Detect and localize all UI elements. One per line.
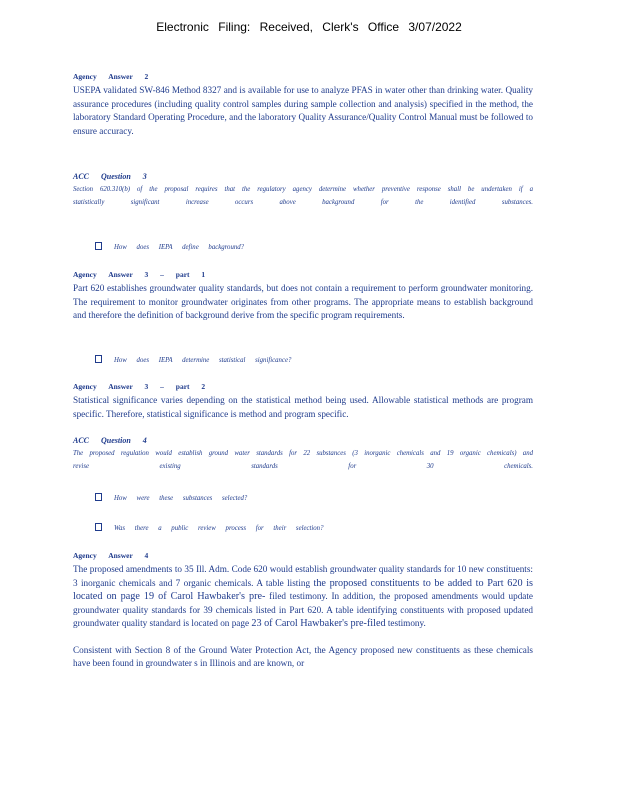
filing-header: Electronic Filing: Received, Clerk's Office 3/07/2022 [156, 20, 462, 34]
bullet-text: How does IEPA define background? [114, 244, 245, 251]
question-text: The proposed regulation would establish ground water standards for 22 substances (3 inorganic chemicals and 19 organic chemicals) and revise existing standards for 30 chemicals. [73, 450, 533, 470]
bullet-text: How does IEPA determine statistical significance? [114, 357, 292, 364]
checkbox-glyph-icon [95, 242, 102, 250]
answer-text-part: 23 of Carol Hawbaker's pre-filed [251, 618, 386, 629]
acc-question-3 [73, 172, 533, 209]
agency-answer-2 [73, 72, 533, 138]
bullet-text: Was there a public review process for their selection? [114, 525, 324, 532]
question-label: ACC Question 4 [73, 436, 147, 445]
answer-text [73, 563, 533, 631]
checkbox-glyph-icon [95, 493, 102, 501]
answer-label: Agency Answer 4 [73, 551, 149, 560]
answer-label: Agency Answer 3 – part 1 [73, 270, 206, 279]
acc-question-4 [73, 436, 533, 473]
bullet-item [73, 242, 533, 251]
question-label: ACC Question 3 [73, 172, 147, 181]
bullet-item [73, 355, 533, 364]
answer-text: Statistical significance varies depending on the statistical method being used. Allowable statistical methods are program specific. Therefore, statistical significance is method and program specific. [73, 395, 533, 419]
bullet-item [73, 523, 533, 532]
answer-label: Agency Answer 2 [73, 72, 149, 81]
question-text: Section 620.310(b) of the proposal requires that the regulatory agency determine whether preventive response shall be undertaken if a statistically significant increase occurs above background for the identified substances. [73, 186, 533, 206]
answer-text-part: the proposed constituents to be added to Part 620 is located on page 19 of Carol Hawbaker's pre- [73, 577, 533, 602]
answer-text-part: filed testimony. In addition, the proposed amendments would update groundwater quality standards for 39 chemicals listed in Part 620. A table identifying constituents with proposed updated groundwater quality standard is located on page [73, 591, 534, 628]
checkbox-glyph-icon [95, 523, 102, 531]
agency-answer-3-part-1 [73, 270, 533, 323]
answer-text-part: testimony. [387, 618, 426, 628]
bullet-text: How were these substances selected? [114, 495, 248, 502]
agency-answer-4 [73, 551, 533, 671]
answer-text: USEPA validated SW-846 Method 8327 and is available for use to analyze PFAS in water other than drinking water. Quality assurance procedures (including quality control samples during sample collection and analysis) specified in the method, the laboratory Standard Operating Procedure, and the laboratory Quality Assurance/Quality Control Manual must be followed to ensure accuracy. [73, 85, 533, 136]
answer-text: Part 620 establishes groundwater quality standards, but does not contain a requirement to perform groundwater monitoring. The requirement to monitor groundwater originates from other programs. The appropriate means to establish background and therefore the definition of background derive from the specific program requirements. [73, 283, 533, 320]
answer-label: Agency Answer 3 – part 2 [73, 382, 206, 391]
answer-text-part: The proposed amendments to 35 Ill. Adm. Code 620 would establish groundwater quality standards for 10 new constituents: 3 inorganic chemicals and 7 organic chemicals. A table listing [73, 564, 533, 588]
answer-text: Consistent with Section 8 of the Ground Water Protection Act, the Agency proposed new constituents as these chemicals have been found in groundwater s in Illinois and are known, or [73, 644, 533, 668]
bullet-item [73, 493, 533, 502]
agency-answer-3-part-2 [73, 382, 533, 421]
checkbox-glyph-icon [95, 355, 102, 363]
